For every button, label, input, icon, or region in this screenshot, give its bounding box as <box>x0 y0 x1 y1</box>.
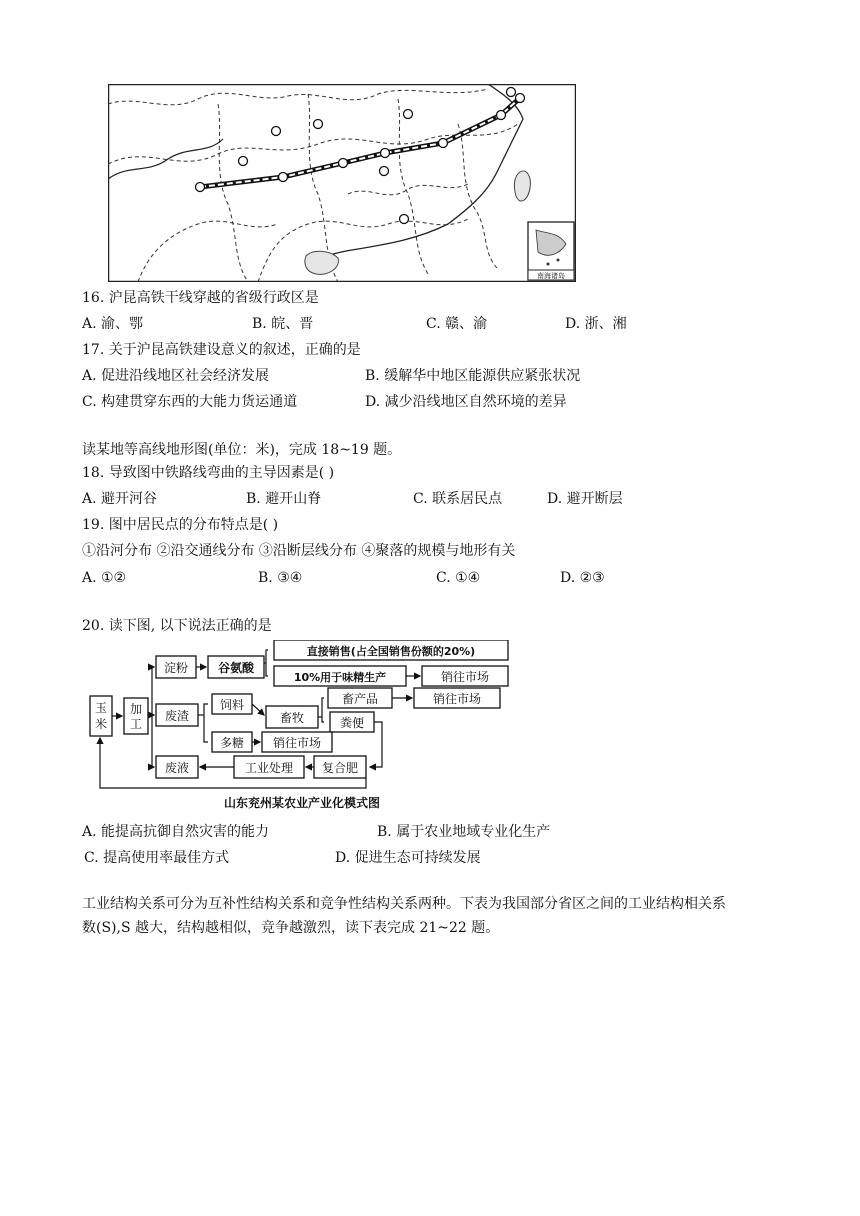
q16-option-c: C. 赣、渝 <box>426 316 488 332</box>
q19-option-d: D. ②③ <box>560 570 605 586</box>
para-21-22-line1: 工业结构关系可分为互补性结构关系和竞争性结构关系两种。下表为我国部分省区之间的工业结构相关系 <box>82 896 726 912</box>
node-residue: 废渣 <box>164 709 190 723</box>
q18-option-b: B. 避开山脊 <box>246 491 322 507</box>
node-process-1: 加 <box>129 702 143 716</box>
node-source-2: 米 <box>94 717 108 731</box>
q18-option-c: C. 联系居民点 <box>413 491 503 507</box>
q16-stem: 16. 沪昆高铁干线穿越的省级行政区是 <box>82 290 319 306</box>
node-industrial: 工业处理 <box>244 761 294 775</box>
node-glutamic: 谷氨酸 <box>217 661 255 675</box>
agri-flow-diagram <box>86 640 516 812</box>
q19-option-b: B. ③④ <box>258 570 303 586</box>
q20-option-b: B. 属于农业地域专业化生产 <box>377 824 551 840</box>
railway-map <box>108 84 576 282</box>
para-21-22-line2: 数(S),S 越大，结构越相似，竞争越激烈，读下表完成 21~22 题。 <box>82 920 500 936</box>
diagram-caption: 山东兖州某农业产业化模式图 <box>223 796 381 810</box>
node-polysugar: 多糖 <box>219 736 245 750</box>
q16-option-a: A. 渝、鄂 <box>82 316 144 332</box>
node-market-2: 销往市场 <box>432 692 482 706</box>
q20-stem: 20. 读下图, 以下说法正确的是 <box>82 618 272 634</box>
q19-stem: 19. 图中居民点的分布特点是( ) <box>82 517 279 533</box>
node-starch: 淀粉 <box>163 661 189 675</box>
q18-option-a: A. 避开河谷 <box>82 491 158 507</box>
node-wastewater: 废液 <box>164 761 190 775</box>
node-direct-sale: 直接销售(占全国销售份额的20%) <box>306 645 476 658</box>
south-china-sea-inset <box>528 222 574 280</box>
node-livestock: 畜牧 <box>279 711 305 725</box>
q19-option-a: A. ①② <box>82 570 127 586</box>
node-fertilizer: 复合肥 <box>321 761 359 775</box>
q19-option-c: C. ①④ <box>436 570 481 586</box>
node-market-3: 销往市场 <box>272 736 322 750</box>
node-market-1: 销往市场 <box>440 670 490 684</box>
node-manure: 粪便 <box>339 716 365 730</box>
q18-stem: 18. 导致图中铁路线弯曲的主导因素是( ) <box>82 465 335 481</box>
q20-option-a: A. 能提高抗御自然灾害的能力 <box>82 824 270 840</box>
node-source-1: 玉 <box>94 701 108 715</box>
q17-option-b: B. 缓解华中地区能源供应紧张状况 <box>365 368 581 384</box>
q18-option-d: D. 避开断层 <box>547 491 623 507</box>
node-animal-products: 畜产品 <box>341 692 379 706</box>
q17-option-c: C. 构建贯穿东西的大能力货运通道 <box>82 394 298 410</box>
q16-option-d: D. 浙、湘 <box>565 316 627 332</box>
q16-option-b: B. 皖、晋 <box>252 316 314 332</box>
q19-statements: ①沿河分布 ②沿交通线分布 ③沿断层线分布 ④聚落的规模与地形有关 <box>82 543 516 559</box>
intro-18-19: 读某地等高线地形图(单位：米)，完成 18~19 题。 <box>82 442 402 458</box>
node-msg: 10%用于味精生产 <box>293 671 387 684</box>
node-process-2: 工 <box>129 717 143 731</box>
q20-option-c: C. 提高使用率最佳方式 <box>84 850 230 866</box>
q20-option-d: D. 促进生态可持续发展 <box>335 850 481 866</box>
inset-label: 南海诸岛 <box>537 272 565 280</box>
node-feed: 饲料 <box>219 698 245 712</box>
q17-stem: 17. 关于沪昆高铁建设意义的叙述，正确的是 <box>82 342 361 358</box>
q17-option-d: D. 减少沿线地区自然环境的差异 <box>365 394 567 410</box>
q17-option-a: A. 促进沿线地区社会经济发展 <box>82 368 270 384</box>
